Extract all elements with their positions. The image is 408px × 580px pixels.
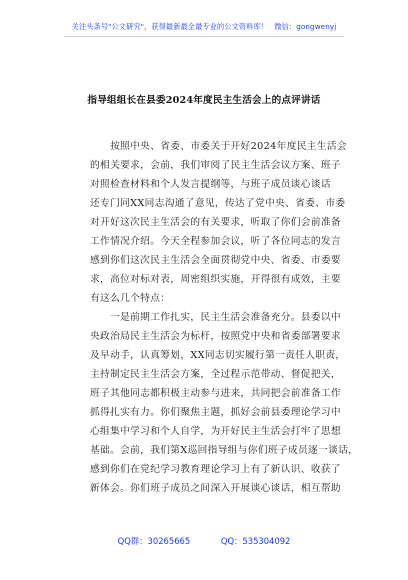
contact-footer xyxy=(0,535,408,547)
wechat-id: 微信：gongwenyj xyxy=(274,22,337,31)
text-line: 有这么几个特点： xyxy=(90,293,171,304)
text-line: 对开好这次民主生活会的有关要求，听取了你们会前准备 xyxy=(90,217,341,228)
text-line: 央政治局民主生活会为标杆，按照党中央和省委部署要求 xyxy=(90,331,341,342)
header-divider xyxy=(64,36,344,37)
text-line: 对照检查材料和个人发言提纲等，与班子成员谈心谈话 xyxy=(90,179,331,190)
text-line: 工作情况介绍。今天全程参加会议，听了各位同志的发言 xyxy=(90,236,341,247)
text-line: 及早动手，认真筹划，XX同志切实履行第一责任人职责， xyxy=(90,350,346,361)
text-line: 还专门同XX同志沟通了意见，传达了党中央、省委、市委 xyxy=(90,198,346,209)
text-line: 感到你们这次民主生活会全面贯彻党中央、省委、市委要 xyxy=(90,255,341,266)
text-line: 求，高位对标对表，周密组织实施，开得很有成效，主要 xyxy=(90,274,341,285)
text-line: 主持制定民主生活会方案，全过程示范带动、督促把关， xyxy=(90,369,341,380)
text-line: 一是前期工作扎实，民主生活会准备充分。县委以中 xyxy=(90,312,341,323)
text-line: 班子其他同志都积极主动参与进来，共同把会前准备工作 xyxy=(90,388,341,399)
document-title: 指导组组长在县委2024年度民主生活会上的点评讲话 xyxy=(87,95,321,106)
qq-number: QQ：535304092 xyxy=(220,536,291,546)
paragraph-intro xyxy=(90,137,348,308)
text-line: 基础。会前，我们第X巡回指导组与你们班子成员逐一谈话， xyxy=(90,445,359,456)
text-line: 感到你们在党纪学习教育理论学习上有了新认识、收获了 xyxy=(90,464,341,475)
document-body xyxy=(90,137,359,498)
text-line: 新体会。你们班子成员之间深入开展谈心谈话，相互帮助 xyxy=(90,483,341,494)
text-line: 心组集中学习和个人自学，为开好民主生活会打牢了思想 xyxy=(90,426,341,437)
promo-banner xyxy=(0,22,408,32)
text-line: 按照中央、省委、市委关于开好2024年度民主生活会 xyxy=(90,141,347,152)
text-line: 抓得扎实有力。你们聚焦主题，抓好会前县委理论学习中 xyxy=(90,407,341,418)
text-line: 的相关要求，会前，我们审阅了民主生活会议方案、班子 xyxy=(90,160,341,171)
paragraph-point-one xyxy=(90,308,359,498)
promo-banner-text: 关注头条号"公文研究"，获得最新最全最专业的公文资料库！ xyxy=(71,22,268,31)
qq-group-number: QQ群：30265665 xyxy=(117,536,191,546)
